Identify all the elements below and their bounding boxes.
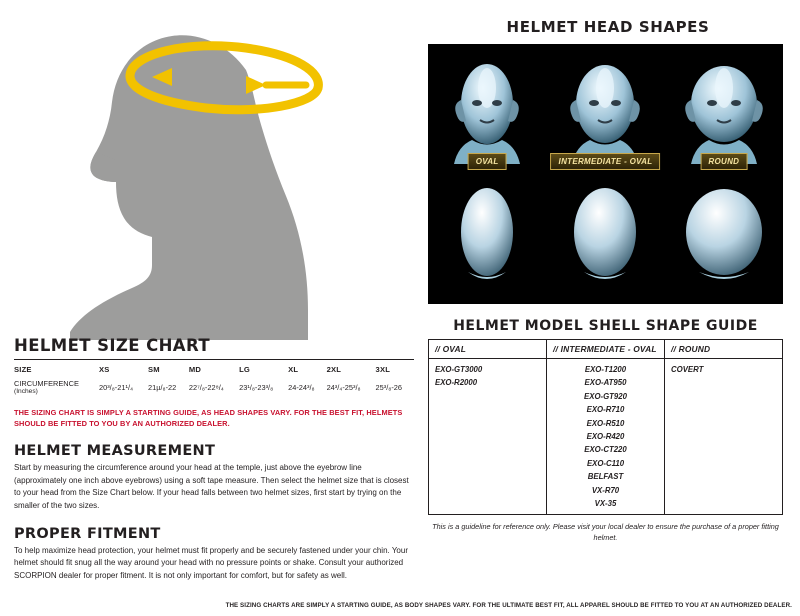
- shell-shape-guide-note: This is a guideline for reference only. Please visit your local dealer to ensure the purchase of a proper fitting helmet.: [432, 522, 779, 543]
- size-chart-header-md: MD: [188, 365, 202, 374]
- size-value-lg: 23¹/₈-23³/₈: [239, 382, 274, 392]
- size-chart-header-row: [14, 363, 414, 377]
- list-item: EXO-GT920: [584, 391, 627, 401]
- list-item: EXO-C110: [586, 458, 625, 468]
- circumference-units: (Inches): [14, 388, 38, 395]
- table-row: [14, 377, 414, 398]
- head-measurement-illustration: [60, 10, 360, 340]
- size-chart-divider: [14, 359, 414, 360]
- guide-header-intermediate-oval: // INTERMEDIATE - OVAL: [547, 340, 665, 359]
- guide-cell-oval: [429, 359, 547, 515]
- shell-shape-guide-title: HELMET MODEL SHELL SHAPE GUIDE: [453, 318, 758, 334]
- helmet-measurement-title: HELMET MEASUREMENT: [14, 443, 216, 460]
- circumference-label: CIRCUMFERENCE: [14, 379, 79, 388]
- list-item: EXO-R710: [586, 405, 625, 415]
- model-list-oval: [435, 363, 540, 390]
- table-row: [429, 359, 783, 515]
- badge-oval: OVAL: [468, 153, 507, 170]
- size-value-xl: 24-24³/₈: [288, 382, 315, 392]
- skull-top-oval-icon: [428, 176, 546, 296]
- size-value-xs: 20³/₈-21¹/₄: [99, 382, 134, 392]
- guide-header-oval: // OVAL: [429, 340, 547, 359]
- size-chart-header-2xl: 2XL: [326, 365, 342, 374]
- badge-intermediate-oval: INTERMEDIATE - OVAL: [551, 153, 661, 170]
- size-chart-header-lg: LG: [239, 365, 251, 374]
- right-column: [428, 18, 788, 544]
- list-item: EXO-AT950: [584, 378, 627, 388]
- guide-cell-round: [665, 359, 783, 515]
- head-shape-front-round: [665, 48, 783, 176]
- model-list-round: [671, 363, 776, 376]
- size-chart-header-size: SIZE: [14, 365, 32, 374]
- proper-fitment-title: PROPER FITMENT: [14, 526, 161, 543]
- size-chart-header-3xl: 3XL: [375, 365, 391, 374]
- helmet-measurement-body: Start by measuring the circumference around your head at the temple, just above the eyebrow line (approximately one inch above eyebrows) using a soft tape measure. Then select the helmet size that is closest to your head from the Size Chart below. If your head falls between two helmet sizes, first start by trying on the smaller of the two sizes.: [14, 463, 409, 510]
- size-chart-header-xl: XL: [288, 365, 299, 374]
- list-item: VX-35: [594, 499, 617, 509]
- head-shape-front-intermediate-oval: [546, 48, 664, 176]
- list-item: COVERT: [671, 365, 704, 374]
- head-silhouette-svg: [60, 10, 360, 340]
- list-item: VX-R70: [591, 485, 620, 495]
- list-item: EXO-T1200: [584, 365, 627, 374]
- list-item: EXO-R510: [586, 418, 625, 428]
- shell-shape-guide: [428, 318, 783, 544]
- sizing-warning-text: THE SIZING CHART IS SIMPLY A STARTING GUIDE, AS HEAD SHAPES VARY. FOR THE BEST FIT, HELMETS SHOULD BE FITTED TO YOU BY AN AUTHORIZED DEALER.: [14, 408, 403, 428]
- skull-top-round-icon: [665, 176, 783, 296]
- head-shapes-front-row: [428, 48, 783, 176]
- guide-cell-intermediate-oval: [547, 359, 665, 515]
- size-chart-header-sm: SM: [147, 365, 160, 374]
- head-shapes-title: HELMET HEAD SHAPES: [506, 18, 710, 36]
- shell-shape-guide-table: [428, 339, 783, 515]
- list-item: EXO-R2000: [435, 378, 478, 388]
- model-list-intermediate-oval: [553, 363, 658, 510]
- head-top-oval: [428, 176, 546, 304]
- size-chart-header-xs: XS: [99, 365, 110, 374]
- page-footer-disclaimer: THE SIZING CHARTS ARE SIMPLY A STARTING GUIDE, AS BODY SHAPES VARY. FOR THE ULTIMATE BEST FIT, ALL APPAREL SHOULD BE FITTED TO YOU AT AN AUTHORIZED DEALER.: [225, 602, 792, 609]
- list-item: EXO-GT3000: [435, 365, 483, 374]
- list-item: EXO-R420: [586, 432, 625, 442]
- list-item: BELFAST: [587, 472, 624, 482]
- size-value-3xl: 25³/₈-26: [375, 382, 403, 392]
- guide-header-round: // ROUND: [665, 340, 783, 359]
- size-chart-table: [14, 363, 414, 398]
- helmet-size-chart: [14, 336, 414, 582]
- head-top-round: [665, 176, 783, 304]
- size-value-md: 22⁷/₈-22⁸/₄: [188, 382, 224, 392]
- size-chart-title: HELMET SIZE CHART: [14, 336, 210, 355]
- proper-fitment-body: To help maximize head protection, your helmet must fit properly and be securely fastened under your chin. Your helmet should fit snug all the way around your head with no pressure points or shake. Consult your authorized SCORPION dealer for proper fitment. It is not only important for comfort, but for safety as well.: [14, 546, 408, 580]
- size-value-2xl: 24³/₄-25³/₈: [326, 382, 361, 392]
- head-shapes-top-row: [428, 176, 783, 304]
- size-chart-row-label: [14, 377, 99, 398]
- head-shape-front-oval: [428, 48, 546, 176]
- head-top-intermediate-oval: [546, 176, 664, 304]
- badge-round: ROUND: [700, 153, 747, 170]
- size-value-sm: 21µ/₈-22: [147, 382, 177, 392]
- list-item: EXO-CT220: [584, 445, 627, 455]
- head-shapes-panel: [428, 44, 783, 304]
- guide-header-row: [429, 340, 783, 359]
- skull-top-intermediate-oval-icon: [546, 176, 664, 296]
